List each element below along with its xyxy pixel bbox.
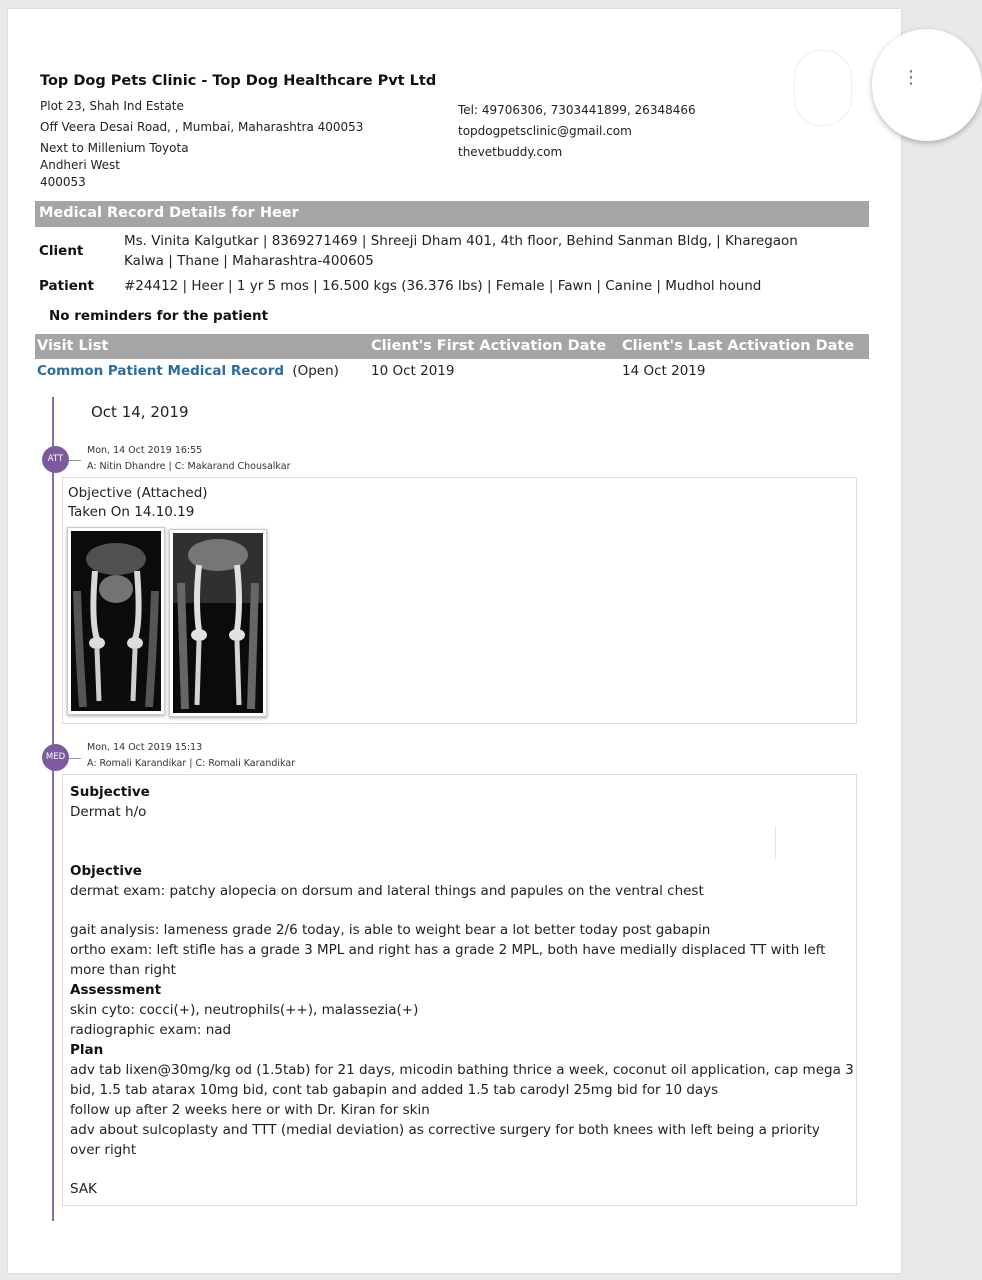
plan-line: follow up after 2 weeks here or with Dr. Kiran for skin — [70, 1102, 430, 1118]
xray-image — [71, 531, 161, 711]
clinic-email[interactable]: topdogpetsclinic@gmail.com — [458, 124, 632, 138]
xray-image — [173, 533, 263, 713]
attachment-title: Objective (Attached) — [68, 485, 208, 501]
timeline-date: Oct 14, 2019 — [91, 403, 189, 421]
menu-icon: ⋮ — [902, 67, 920, 88]
objective-line: ortho exam: left stifle has a grade 3 MPL and right has a grade 2 MPL, both have medially displaced TT with left — [70, 942, 826, 958]
entry-datetime: Mon, 14 Oct 2019 15:13 — [87, 742, 203, 753]
client-details-line: Kalwa | Thane | Maharashtra-400605 — [124, 253, 374, 269]
timeline-connector — [69, 758, 81, 759]
visit-row — [37, 363, 339, 379]
subjective-text: Dermat h/o — [70, 804, 147, 820]
plan-line: adv tab lixen@30mg/kg od (1.5tab) for 21 days, micodin bathing thrice a week, coconut oil application, cap mega 3 — [70, 1062, 854, 1078]
plan-line: over right — [70, 1142, 137, 1158]
divider — [775, 826, 776, 860]
record-status: (Open) — [292, 363, 339, 379]
floating-action-button[interactable] — [872, 29, 982, 141]
objective-heading: Objective — [70, 863, 142, 879]
entry-staff: A: Nitin Dhandre | C: Makarand Chousalkar — [87, 461, 291, 472]
assessment-heading: Assessment — [70, 982, 162, 998]
signature-initials: SAK — [70, 1181, 97, 1197]
timeline-line — [52, 397, 54, 1221]
medical-note-badge: MED — [42, 744, 69, 771]
plan-line: adv about sulcoplasty and TTT (medial deviation) as corrective surgery for both knees with left being a priority — [70, 1122, 820, 1138]
timeline-connector — [69, 460, 81, 461]
visit-list-header — [35, 334, 869, 359]
medical-record-link[interactable]: Common Patient Medical Record — [37, 363, 285, 379]
plan-heading: Plan — [70, 1042, 104, 1058]
clinic-name: Top Dog Pets Clinic - Top Dog Healthcare Pvt Ltd — [40, 73, 437, 89]
xray-thumbnail[interactable] — [169, 529, 267, 717]
entry-staff: A: Romali Karandikar | C: Romali Karandikar — [87, 758, 296, 769]
client-details-line: Ms. Vinita Kalgutkar | 8369271469 | Shreeji Dham 401, 4th floor, Behind Sanman Bldg, | Kharegaon — [124, 233, 798, 249]
assessment-line: radiographic exam: nad — [70, 1022, 232, 1038]
objective-line: gait analysis: lameness grade 2/6 today, is able to weight bear a lot better today post gabapin — [70, 922, 711, 938]
address-line: Next to Millenium Toyota — [40, 141, 189, 155]
first-activation-heading: Client's First Activation Date — [371, 338, 607, 354]
patient-details: #24412 | Heer | 1 yr 5 mos | 16.500 kgs (36.376 lbs) | Female | Fawn | Canine | Mudhol hound — [124, 278, 762, 294]
attachment-date: Taken On 14.10.19 — [68, 504, 195, 520]
first-activation-date: 10 Oct 2019 — [371, 363, 455, 379]
record-title: Medical Record Details for Heer — [39, 205, 299, 221]
last-activation-heading: Client's Last Activation Date — [622, 338, 855, 354]
assessment-line: skin cyto: cocci(+), neutrophils(++), malassezia(+) — [70, 1002, 419, 1018]
clinic-phone: Tel: 49706306, 7303441899, 26348466 — [458, 103, 696, 117]
address-line: Off Veera Desai Road, , Mumbai, Maharashtra 400053 — [40, 120, 364, 134]
subjective-heading: Subjective — [70, 784, 150, 800]
xray-thumbnail[interactable] — [67, 527, 165, 715]
objective-line: dermat exam: patchy alopecia on dorsum and lateral things and papules on the ventral chest — [70, 883, 704, 899]
objective-line: more than right — [70, 962, 176, 978]
entry-datetime: Mon, 14 Oct 2019 16:55 — [87, 445, 203, 456]
faded-button[interactable] — [794, 50, 852, 126]
soap-note-card — [62, 774, 857, 1206]
client-label: Client — [39, 243, 84, 259]
address-line: Andheri West — [40, 158, 121, 172]
visit-list-heading: Visit List — [37, 338, 109, 354]
last-activation-date: 14 Oct 2019 — [622, 363, 706, 379]
patient-label: Patient — [39, 278, 94, 294]
clinic-website[interactable]: thevetbuddy.com — [458, 145, 563, 159]
attachment-badge: ATT — [42, 446, 69, 473]
reminder-notice: No reminders for the patient — [49, 308, 269, 324]
address-line: Plot 23, Shah Ind Estate — [40, 99, 184, 113]
record-title-bar — [35, 201, 869, 227]
record-page — [8, 9, 920, 1273]
address-line: 400053 — [40, 175, 86, 189]
plan-line: bid, 1.5 tab atarax 10mg bid, cont tab gabapin and added 1.5 tab carodyl 25mg bid for 10 days — [70, 1082, 719, 1098]
